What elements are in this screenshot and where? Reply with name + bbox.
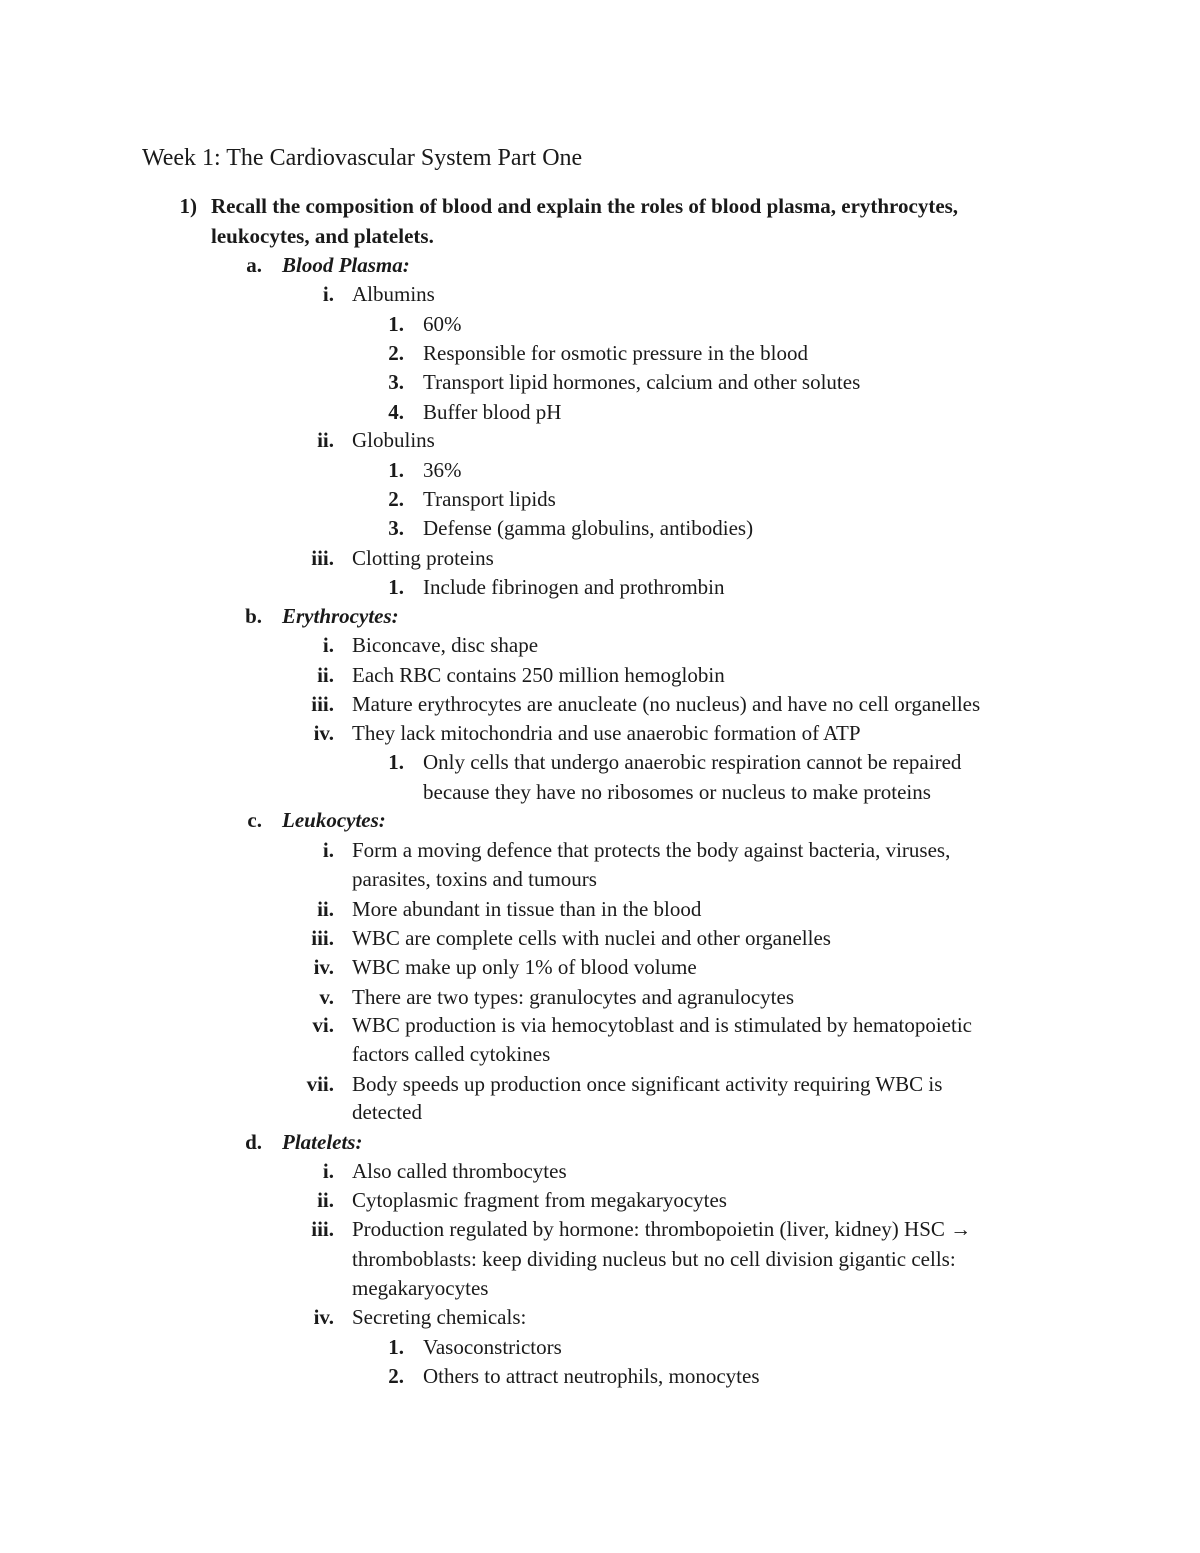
question-text-1: Recall the composition of blood and explain the roles of blood plasma, erythrocytes, <box>211 194 959 218</box>
list-text: Transport lipid hormones, calcium and other solutes <box>423 370 861 394</box>
list-marker: ii. <box>317 1188 334 1212</box>
list-marker: i. <box>322 282 334 306</box>
list-marker: 1. <box>388 575 404 599</box>
list-marker: ii. <box>317 428 334 452</box>
list-marker: ii. <box>317 897 334 921</box>
list-marker: iii. <box>311 926 334 950</box>
list-marker: iv. <box>313 955 334 979</box>
list-text: Transport lipids <box>423 487 556 511</box>
question-text-2: leukocytes, and platelets. <box>211 224 434 248</box>
list-text: More abundant in tissue than in the blood <box>352 897 702 921</box>
list-marker: v. <box>319 985 334 1009</box>
section-marker: c. <box>247 808 262 832</box>
list-marker: i. <box>322 838 334 862</box>
list-text: Responsible for osmotic pressure in the blood <box>423 341 808 365</box>
list-text: WBC make up only 1% of blood volume <box>352 955 697 979</box>
list-text: WBC are complete cells with nuclei and other organelles <box>352 926 831 950</box>
list-text: They lack mitochondria and use anaerobic formation of ATP <box>352 721 861 745</box>
section-marker: b. <box>245 604 262 628</box>
list-marker: iii. <box>311 692 334 716</box>
list-text: thromboblasts: keep dividing nucleus but no cell division gigantic cells: <box>352 1247 956 1271</box>
section-marker: d. <box>245 1130 262 1154</box>
list-text: Albumins <box>352 282 435 306</box>
list-marker: 1. <box>388 1335 404 1359</box>
list-text: Include fibrinogen and prothrombin <box>423 575 725 599</box>
list-marker: i. <box>322 1159 334 1183</box>
list-marker: iii. <box>311 1217 334 1241</box>
section-heading: Erythrocytes: <box>282 604 399 628</box>
list-text: Secreting chemicals: <box>352 1305 527 1329</box>
list-text: Clotting proteins <box>352 546 494 570</box>
list-text: Defense (gamma globulins, antibodies) <box>423 516 754 540</box>
list-marker: vii. <box>306 1072 334 1096</box>
list-marker: vi. <box>312 1013 334 1037</box>
list-marker: 2. <box>388 487 404 511</box>
section-heading: Blood Plasma: <box>282 253 410 277</box>
list-marker: 3. <box>388 370 404 394</box>
list-marker: iv. <box>313 721 334 745</box>
list-text: Vasoconstrictors <box>423 1335 562 1359</box>
section-marker: a. <box>246 253 262 277</box>
list-text: detected <box>352 1100 422 1124</box>
question-number: 1) <box>179 194 197 218</box>
right-arrow-icon: → <box>950 1217 972 1241</box>
list-text: Cytoplasmic fragment from megakaryocytes <box>352 1188 727 1212</box>
list-marker: i. <box>322 633 334 657</box>
list-text: Form a moving defence that protects the body against bacteria, viruses, <box>352 838 951 862</box>
list-text: megakaryocytes <box>352 1276 489 1300</box>
list-marker: 4. <box>388 400 404 424</box>
list-marker: 2. <box>388 1364 404 1388</box>
list-text: parasites, toxins and tumours <box>352 867 597 891</box>
section-heading: Leukocytes: <box>282 808 386 832</box>
list-marker: 1. <box>388 750 404 774</box>
list-text: Only cells that undergo anaerobic respiration cannot be repaired <box>423 750 962 774</box>
list-text <box>352 1215 971 1245</box>
list-text: 36% <box>423 458 462 482</box>
list-text: Each RBC contains 250 million hemoglobin <box>352 663 725 687</box>
list-text: 60% <box>423 312 462 336</box>
list-marker: 2. <box>388 341 404 365</box>
list-text: Also called thrombocytes <box>352 1159 567 1183</box>
list-text: Others to attract neutrophils, monocytes <box>423 1364 760 1388</box>
list-text: Biconcave, disc shape <box>352 633 539 657</box>
list-marker: 3. <box>388 516 404 540</box>
section-heading: Platelets: <box>282 1130 363 1154</box>
list-text: factors called cytokines <box>352 1042 551 1066</box>
list-text: WBC production is via hemocytoblast and is stimulated by hematopoietic <box>352 1013 972 1037</box>
list-marker: ii. <box>317 663 334 687</box>
list-marker: iv. <box>313 1305 334 1329</box>
list-text: Globulins <box>352 428 435 452</box>
list-text: because they have no ribosomes or nucleus to make proteins <box>423 780 931 804</box>
list-text: There are two types: granulocytes and agranulocytes <box>352 985 794 1009</box>
page-title: Week 1: The Cardiovascular System Part One <box>142 145 583 171</box>
list-text: Body speeds up production once significant activity requiring WBC is <box>352 1072 943 1096</box>
list-text: Mature erythrocytes are anucleate (no nucleus) and have no cell organelles <box>352 692 981 716</box>
list-text: Buffer blood pH <box>423 400 562 424</box>
list-text-part: Production regulated by hormone: thrombopoietin (liver, kidney) HSC <box>352 1217 945 1241</box>
list-marker: 1. <box>388 312 404 336</box>
list-marker: 1. <box>388 458 404 482</box>
list-marker: iii. <box>311 546 334 570</box>
